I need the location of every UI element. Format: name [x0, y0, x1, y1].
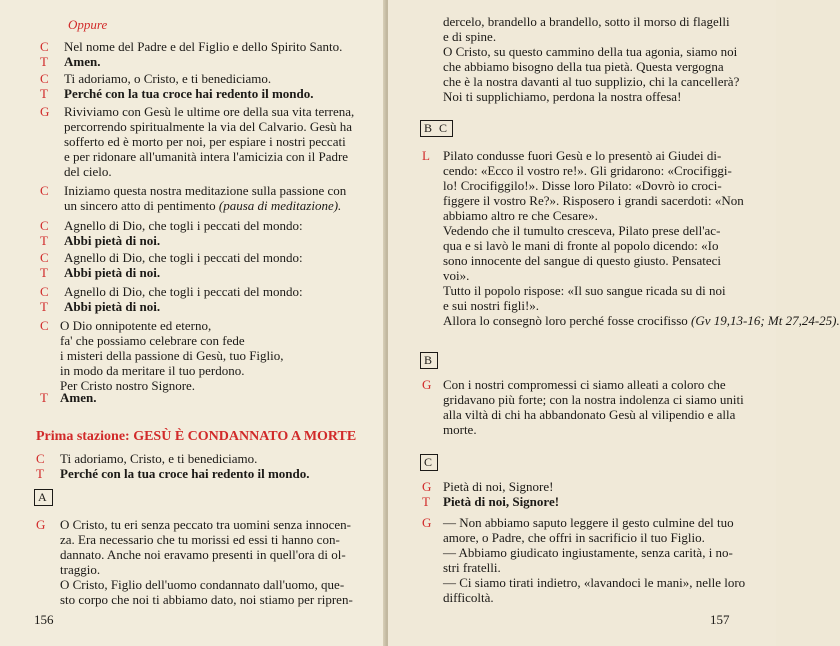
text-line: gridavano più forte; con la nostra indolenza ci siamo uniti [443, 392, 744, 407]
text-line: abbiamo altro re che Cesare». [443, 208, 598, 223]
text-line: Noi ti supplichiamo, perdona la nostra offesa! [443, 89, 682, 104]
text-line: Abbi pietà di noi. [64, 265, 161, 280]
text-line: Agnello di Dio, che togli i peccati del mondo: [64, 284, 303, 299]
oppure-heading: Oppure [68, 17, 108, 32]
section-box-bc: B C [420, 120, 453, 137]
text-line: traggio. [60, 562, 101, 577]
text-line: figgere il vostro Re?». Risposero i grandi sacerdoti: «Non [443, 193, 744, 208]
text-line: e per ridonare all'umanità intera l'amicizia con il Padre [64, 149, 349, 164]
speaker-label: G [422, 377, 432, 392]
text-line [443, 313, 840, 328]
text-line: Ti adoriamo, Cristo, e ti benediciamo. [60, 451, 258, 466]
text-line: Agnello di Dio, che togli i peccati del mondo: [64, 218, 303, 233]
section-box-a: A [34, 489, 53, 506]
text-line: Nel nome del Padre e del Figlio e dello Spirito Santo. [64, 39, 343, 54]
speaker-label: C [40, 284, 49, 299]
text-line: Perché con la tua croce hai redento il mondo. [60, 466, 310, 481]
speaker-label: T [40, 233, 48, 248]
text-line: Agnello di Dio, che togli i peccati del mondo: [64, 250, 303, 265]
speaker-label: C [40, 318, 49, 333]
text-line: O Dio onnipotente ed eterno, [60, 318, 212, 333]
text-line: e sui nostri figli!». [443, 298, 540, 313]
text-line: che abbiamo bisogno della tua pietà. Questa vergogna [443, 59, 724, 74]
text-line: Perché con la tua croce hai redento il mondo. [64, 86, 314, 101]
speaker-label: G [422, 479, 432, 494]
text-line: Abbi pietà di noi. [64, 233, 161, 248]
page-number: 157 [710, 612, 730, 627]
text-line: Con i nostri compromessi ci siamo alleati a coloro che [443, 377, 726, 392]
italic-note: (pausa di meditazione). [218, 198, 342, 213]
text-line: sono innocente del sangue di questo giusto. Pensateci [443, 253, 722, 268]
text-line: e di spine. [443, 29, 497, 44]
speaker-label: C [36, 451, 45, 466]
speaker-label: C [40, 39, 49, 54]
text-line: O Cristo, Figlio dell'uomo condannato dall'uomo, que- [60, 577, 345, 592]
text-span: un sincero atto di pentimento [64, 198, 216, 213]
speaker-label: G [422, 515, 432, 530]
text-line: Vedendo che il tumulto cresceva, Pilato prese dell'ac- [443, 223, 721, 238]
text-line: — Non abbiamo saputo leggere il gesto culmine del tuo [443, 515, 734, 530]
text-line: Tutto il popolo rispose: «Il suo sangue ricada su di noi [443, 283, 726, 298]
right-page [388, 0, 840, 646]
text-line: voi». [443, 268, 470, 283]
text-line: za. Era necessario che tu morissi ed essi ti hanno con- [60, 532, 340, 547]
text-span: Allora lo consegnò loro perché fosse crocifisso [443, 313, 688, 328]
text-line: sofferto ed è morto per noi, per espiare i nostri peccati [64, 134, 346, 149]
text-line: Amen. [60, 390, 97, 405]
page-number: 156 [34, 612, 54, 627]
text-line: O Cristo, su questo cammino della tua agonia, siamo noi [443, 44, 738, 59]
speaker-label: C [40, 218, 49, 233]
text-line: Pietà di noi, Signore! [443, 494, 560, 509]
speaker-label: T [40, 390, 48, 405]
speaker-label: C [40, 71, 49, 86]
text-line: lo! Crocifiggilo!». Disse loro Pilato: «Dovrò io croci- [443, 178, 722, 193]
speaker-label: G [36, 517, 46, 532]
text-line: amore, o Padre, che offri in sacrificio il tuo Figlio. [443, 530, 705, 545]
text-line: che è la nostra davanti al tuo supplizio, chi la cancellerà? [443, 74, 740, 89]
text-line: Pilato condusse fuori Gesù e lo presentò ai Giudei di- [443, 148, 722, 163]
text-line: Per Cristo nostro Signore. [60, 378, 196, 393]
speaker-label: T [40, 54, 48, 69]
speaker-label: L [422, 148, 430, 163]
speaker-label: T [40, 86, 48, 101]
text-line: del cielo. [64, 164, 112, 179]
text-line: qua e si lavò le mani di fronte al popolo dicendo: «Io [443, 238, 719, 253]
text-line: cendo: «Ecco il vostro re!». Gli gridarono: «Crocifiggi- [443, 163, 732, 178]
text-line: stri fratelli. [443, 560, 501, 575]
speaker-label: C [40, 183, 49, 198]
section-box-c: C [420, 454, 438, 471]
text-line: alla viltà di chi ha abbandonato Gesù al vilipendio e alla [443, 407, 736, 422]
text-line: Abbi pietà di noi. [64, 299, 161, 314]
speaker-label: T [422, 494, 430, 509]
text-line: Amen. [64, 54, 101, 69]
text-line: Riviviamo con Gesù le ultime ore della sua vita terrena, [64, 104, 355, 119]
text-line: difficoltà. [443, 590, 494, 605]
speaker-label: G [40, 104, 50, 119]
text-line: i misteri della passione di Gesù, tuo Figlio, [60, 348, 284, 363]
speaker-label: T [36, 466, 44, 481]
text-line: fa' che possiamo celebrare con fede [60, 333, 245, 348]
text-line: Pietà di noi, Signore! [443, 479, 554, 494]
text-line: dercelo, brandello a brandello, sotto il morso di flagelli [443, 14, 730, 29]
text-line: percorrendo spiritualmente la via del Calvario. Gesù ha [64, 119, 353, 134]
text-line: dannato. Anche noi eravamo presenti in quell'ora di ol- [60, 547, 346, 562]
text-line: O Cristo, tu eri senza peccato tra uomini senza innocen- [60, 517, 351, 532]
speaker-label: T [40, 265, 48, 280]
text-line: sto corpo che noi ti abbiamo dato, noi stiamo per ripren- [60, 592, 353, 607]
text-line [64, 198, 341, 213]
text-line: in modo da meritare il tuo perdono. [60, 363, 245, 378]
left-page [0, 0, 386, 646]
text-line: Iniziamo questa nostra meditazione sulla passione con [64, 183, 347, 198]
scripture-reference: (Gv 19,13-16; Mt 27,24-25). [691, 313, 840, 328]
text-line: Ti adoriamo, o Cristo, e ti benediciamo. [64, 71, 272, 86]
speaker-label: T [40, 299, 48, 314]
text-line: — Abbiamo giudicato ingiustamente, senza carità, i no- [443, 545, 733, 560]
text-line: morte. [443, 422, 477, 437]
station-title: Prima stazione: GESÙ È CONDANNATO A MORTE [36, 429, 357, 444]
speaker-label: C [40, 250, 49, 265]
section-box-b: B [420, 352, 438, 369]
text-line: — Ci siamo tirati indietro, «lavandoci le mani», nelle loro [443, 575, 746, 590]
